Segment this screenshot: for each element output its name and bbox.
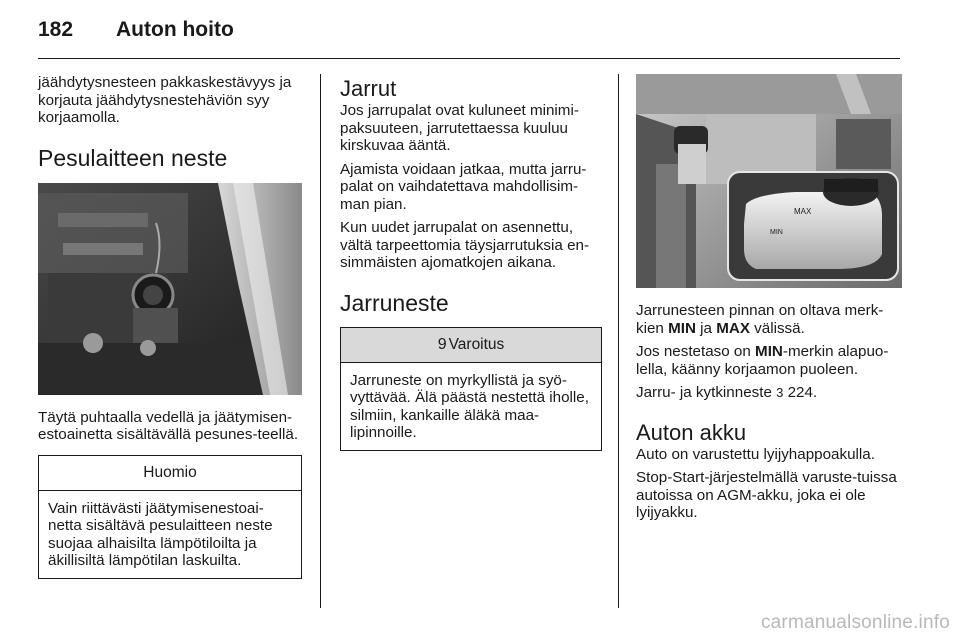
- coolant-intro-text: jäähdytysnesteen pakkaskestävyys ja korjauta jäähdytysnestehäviön syy korjaamolla.: [38, 74, 292, 126]
- max-mark: MAX: [716, 319, 750, 337]
- column-divider-2: [618, 74, 619, 608]
- washer-fluid-photo: [38, 183, 302, 395]
- ref-text-1: Jarru- ja kytkinneste: [636, 384, 777, 401]
- page-number: 182: [38, 18, 74, 41]
- brakes-paragraph-2: Ajamista voidaan jatkaa, mutta jarru-palat on vaihdatettava mahdollisim-man pian.: [340, 160, 587, 213]
- notice-text: Vain riittävästi jäätymisenestoai-netta sisältävä pesulaitteen neste suojaa alhaisilta lämpötiloilta ja äkillisiltä lämpötilan laskuilta.: [48, 499, 273, 569]
- column-1: [38, 74, 302, 579]
- warning-header: [341, 328, 601, 363]
- fluid-level-text-1: Jarrunesteen pinnan on oltava merk-kien: [636, 302, 884, 337]
- ref-text-2: 224.: [783, 384, 818, 401]
- warning-body: [341, 363, 601, 450]
- page-header: [38, 18, 900, 58]
- warning-icon: 9: [437, 335, 447, 353]
- brakes-heading: Jarrut: [340, 76, 397, 101]
- column-2: [340, 74, 602, 451]
- min-mark-2: MIN: [755, 343, 783, 360]
- battery-paragraph-2: Stop-Start-järjestelmällä varuste-tuissa autoissa on AGM-akku, joka ei ole lyijyakku.: [636, 469, 897, 521]
- notice-body: [39, 491, 301, 578]
- notice-title: Huomio: [39, 456, 301, 491]
- brake-fluid-photo: [636, 74, 902, 288]
- page-ref-icon: 3: [776, 385, 784, 400]
- washer-fluid-heading: Pesulaitteen neste: [38, 144, 228, 171]
- low-fluid-text: [636, 343, 902, 378]
- low-fluid-text-2: -merkin alapuo-lella, käänny korjaamon puoleen.: [636, 343, 889, 378]
- warning-title: Varoitus: [448, 335, 505, 353]
- page-title: Auton hoito: [116, 18, 234, 41]
- column-divider-1: [320, 74, 321, 608]
- washer-reservoir-illustration: [38, 183, 302, 395]
- brake-clutch-fluid-ref: [636, 384, 902, 402]
- notice-box: [38, 455, 302, 579]
- warning-text: Jarruneste on myrkyllistä ja syö-vyttävää. Älä päästä nestettä iholle, silmiin, kankaille äläkä maa-lipinnoille.: [350, 371, 589, 441]
- watermark: carmanualsonline.info: [760, 612, 950, 633]
- battery-paragraph-1: Auto on varustettu lyijyhappoakulla.: [636, 445, 875, 463]
- brake-fluid-heading: Jarruneste: [340, 289, 449, 316]
- min-label: MIN: [770, 229, 783, 236]
- header-divider: [38, 58, 900, 59]
- max-label: MAX: [794, 207, 812, 216]
- warning-box: [340, 327, 602, 451]
- brakes-paragraph-1: Jos jarrupalat ovat kuluneet minimi-paksuuteen, jarrutettaessa kuuluu kirskuvaa ääntä.: [340, 102, 579, 154]
- fluid-level-text: [636, 302, 902, 337]
- fluid-level-text-2: ja: [695, 319, 717, 337]
- brake-reservoir-illustration: [636, 74, 902, 288]
- min-mark: MIN: [668, 319, 696, 337]
- battery-heading: Auton akku: [636, 419, 747, 445]
- fluid-level-text-3: välissä.: [749, 319, 805, 337]
- washer-fill-text: Täytä puhtaalla vedellä ja jäätymisen-estoainetta sisältävällä pesunes-teellä.: [38, 408, 299, 443]
- low-fluid-text-1: Jos nestetaso on: [636, 343, 756, 360]
- brakes-paragraph-3: Kun uudet jarrupalat on asennettu, vältä tarpeettomia täysjarrutuksia en-simmäisten ajomatkojen aikana.: [340, 219, 590, 271]
- column-3: [636, 74, 902, 528]
